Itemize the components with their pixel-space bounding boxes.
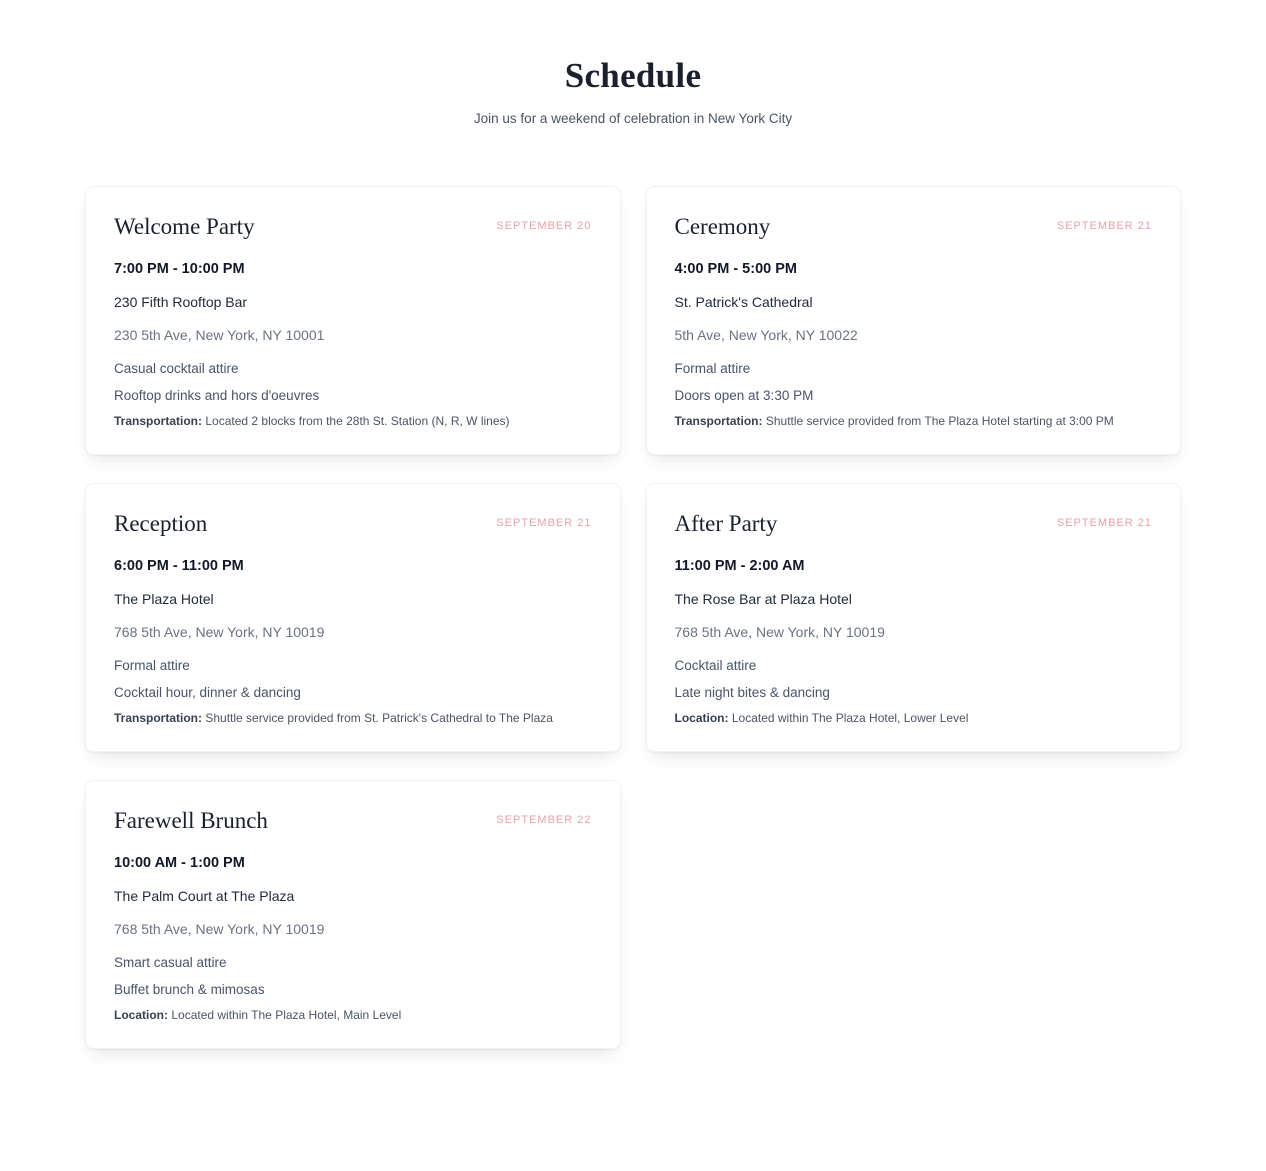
event-description: Cocktail hour, dinner & dancing	[114, 685, 301, 700]
event-note	[114, 414, 592, 428]
event-card	[646, 483, 1182, 752]
event-time: 7:00 PM - 10:00 PM	[114, 261, 245, 277]
event-note	[114, 711, 592, 725]
events-grid	[85, 186, 1181, 1109]
event-note-label: Transportation:	[674, 414, 763, 428]
event-time: 11:00 PM - 2:00 AM	[674, 558, 805, 574]
event-address: 768 5th Ave, New York, NY 10019	[114, 921, 325, 937]
event-card	[85, 780, 621, 1049]
event-note	[675, 711, 1153, 725]
event-venue: The Palm Court at The Plaza	[114, 888, 295, 904]
event-address: 768 5th Ave, New York, NY 10019	[114, 624, 325, 640]
event-address: 768 5th Ave, New York, NY 10019	[674, 624, 885, 640]
event-time: 6:00 PM - 11:00 PM	[114, 558, 244, 574]
event-date-badge: SEPTEMBER 21	[496, 517, 592, 529]
event-note-text: Shuttle service provided from The Plaza Hotel starting at 3:00 PM	[765, 414, 1114, 428]
event-attire: Casual cocktail attire	[114, 361, 239, 376]
event-title: Reception	[114, 511, 208, 536]
event-date-badge: SEPTEMBER 20	[496, 220, 592, 232]
event-venue: The Plaza Hotel	[114, 591, 214, 607]
event-attire: Cocktail attire	[674, 658, 757, 673]
event-note-text: Located 2 blocks from the 28th St. Station (N, R, W lines)	[205, 414, 510, 428]
event-date-badge: SEPTEMBER 21	[1056, 517, 1152, 529]
event-title: Farewell Brunch	[114, 808, 268, 833]
event-note-label: Location:	[674, 711, 729, 725]
event-venue: St. Patrick's Cathedral	[674, 294, 813, 310]
event-description: Rooftop drinks and hors d'oeuvres	[114, 388, 320, 403]
event-venue: 230 Fifth Rooftop Bar	[114, 294, 248, 310]
event-note-label: Location:	[114, 1008, 168, 1022]
event-time: 4:00 PM - 5:00 PM	[674, 261, 797, 277]
event-note-text: Located within The Plaza Hotel, Lower Level	[731, 711, 969, 725]
event-note	[675, 414, 1153, 428]
event-title: After Party	[674, 511, 778, 536]
event-note-label: Transportation:	[114, 711, 203, 725]
event-attire: Smart casual attire	[114, 955, 227, 970]
event-card-header	[114, 214, 592, 240]
event-address: 5th Ave, New York, NY 10022	[674, 327, 858, 343]
event-card	[646, 186, 1182, 455]
event-card-header	[114, 808, 592, 834]
event-description: Buffet brunch & mimosas	[114, 982, 265, 997]
event-description: Doors open at 3:30 PM	[674, 388, 814, 403]
event-card	[85, 483, 621, 752]
event-venue: The Rose Bar at Plaza Hotel	[674, 591, 852, 607]
event-date-badge: SEPTEMBER 21	[1056, 220, 1152, 232]
event-note-label: Transportation:	[114, 414, 203, 428]
event-card-header	[114, 511, 592, 537]
event-card-header	[675, 511, 1153, 537]
page-title: Schedule	[564, 56, 702, 95]
event-attire: Formal attire	[674, 361, 751, 376]
event-attire: Formal attire	[114, 658, 190, 673]
event-note	[114, 1008, 592, 1022]
event-card	[85, 186, 621, 455]
event-date-badge: SEPTEMBER 22	[496, 814, 592, 826]
page-header	[0, 56, 1266, 126]
event-note-text: Shuttle service provided from St. Patrick's Cathedral to The Plaza	[205, 711, 553, 725]
page-subtitle: Join us for a weekend of celebration in New York City	[473, 111, 793, 126]
event-time: 10:00 AM - 1:00 PM	[114, 855, 245, 871]
event-address: 230 5th Ave, New York, NY 10001	[114, 327, 325, 343]
event-title: Ceremony	[674, 214, 771, 239]
event-title: Welcome Party	[114, 214, 255, 239]
event-description: Late night bites & dancing	[674, 685, 830, 700]
event-card-header	[675, 214, 1153, 240]
event-note-text: Located within The Plaza Hotel, Main Level	[171, 1008, 402, 1022]
